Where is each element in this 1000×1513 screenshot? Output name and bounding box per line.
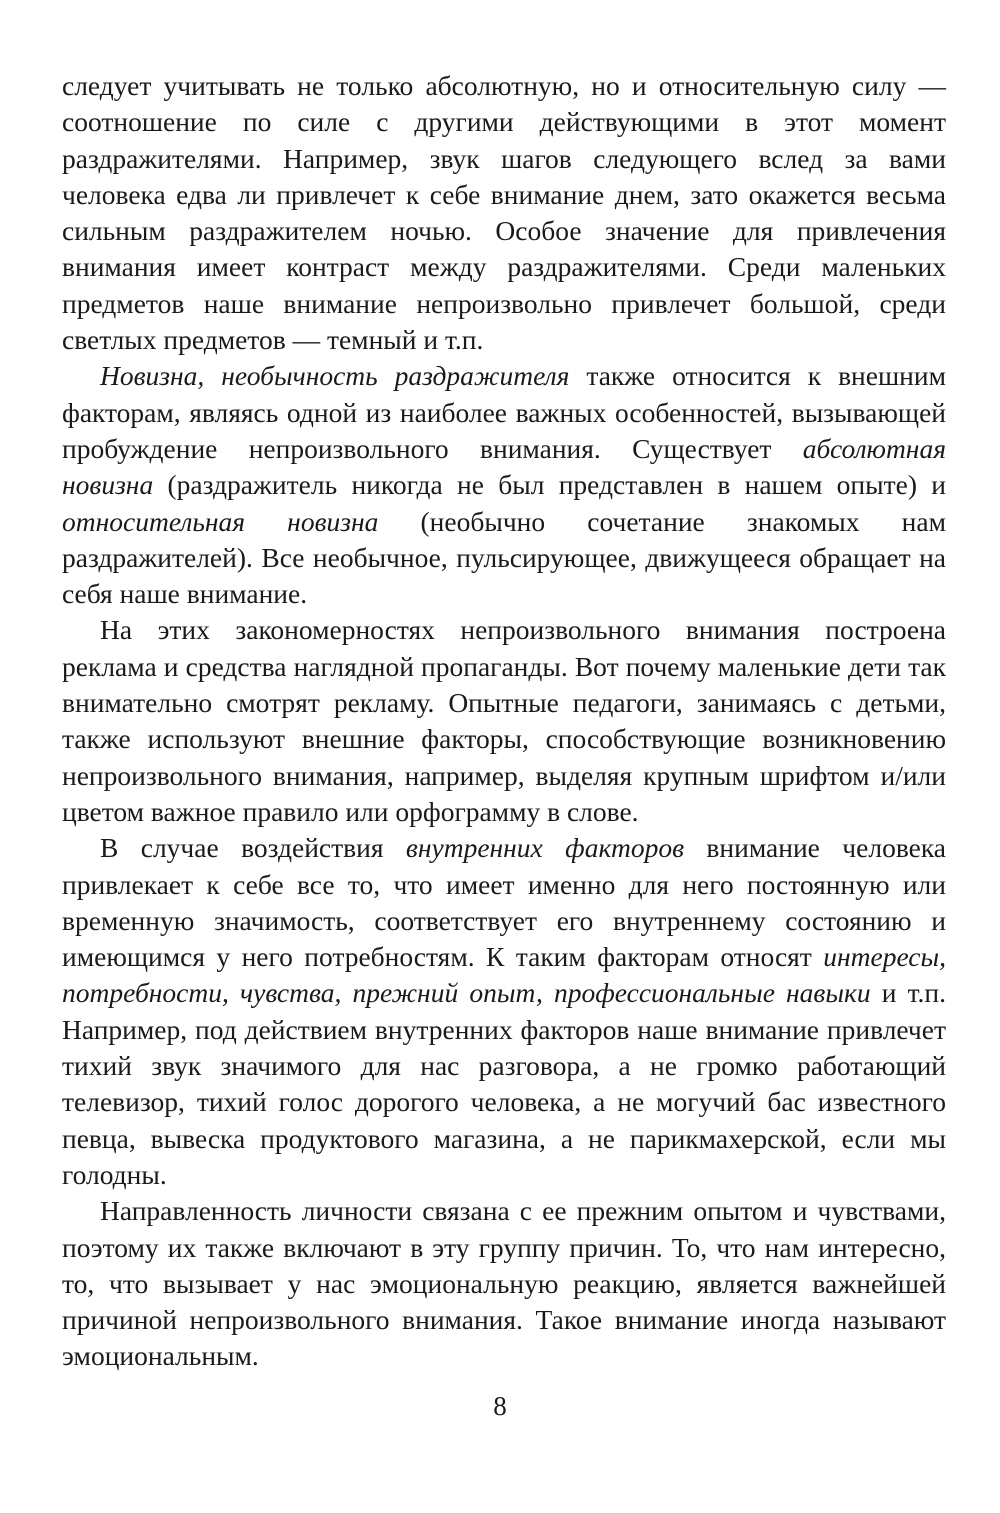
paragraph-1-text: следует учитывать не только абсолютную, но и относительную силу — соотношение по силе с другими действующими в этот момент раздражителями. Например, звук шагов следующего вслед за вами человека едва ли привлечет к себе внимание днем, зато окажется весьма сильным раздражителем ночью. Особое значение для привлечения внимания имеет контраст между раздражителями. Среди маленьких предметов наше внимание непроизвольно привлечет большой, среди светлых предметов — темный и т.п. (62, 70, 946, 356)
page-body (62, 68, 946, 1375)
paragraph-3-text: На этих закономерностях непроизвольного внимания построена реклама и средства наглядной пропаганды. Вот почему маленькие дети так внимательно смотрят рекламу. Опытные педагоги, занимаясь с детьми, также используют внешние факторы, способствующие возникновению непроизвольного внимания, например, выделяя крупным шрифтом и/или цветом важное правило или орфограмму в слове. (62, 614, 946, 827)
paragraph-2-italic-term-absolute: абсолютная новизна (62, 432, 946, 501)
paragraph-2-italic-term-novelty: Новизна, необычность раздражителя (100, 360, 570, 392)
paragraph-2-italic-term-relative: относительная новизна (62, 505, 379, 537)
paragraph-4-italic-term-internal: внутренних факторов (405, 832, 684, 864)
paragraph-4 (62, 830, 946, 1193)
paragraph-4-text: и т.п. Например, под действием внутренних факторов наше внимание привлечет тихий звук значимого для нас разговора, а не громко работающий телевизор, тихий голос дорогого человека, а не могучий бас известного певца, вывеска продуктового магазина, а не парикмахерской, если мы голодны. (62, 977, 946, 1190)
paragraph-4-text: внимание человека привлекает к себе все то, что имеет именно для него постоянную или временную значимость, соответствует его внутреннему состоянию и имеющимся у него потребностям. К таким факторам относят (62, 832, 946, 973)
paragraph-4-text: В случае воздействия (100, 832, 406, 864)
paragraph-2-text: (раздражитель никогда не был представлен в нашем опыте) и (153, 469, 946, 501)
paragraph-2-text: (необычно сочетание знакомых нам раздражителей). Все необычное, пульсирующее, движущееся обращает на себя наше внимание. (62, 505, 946, 610)
paragraph-4-italic-term-list: интересы, потребности, чувства, прежний опыт, профессиональные навыки (62, 941, 946, 1009)
page-number: 8 (493, 1391, 507, 1421)
paragraph-5-text: Направленность личности связана с ее прежним опытом и чувствами, поэтому их также включают в эту группу причин. То, что нам интересно, то, что вызывает у нас эмоциональную реакцию, является важнейшей причиной непроизвольного внимания. Такое внимание иногда называют эмоциональным. (62, 1195, 946, 1372)
paragraph-1 (62, 68, 946, 358)
paragraph-5 (62, 1193, 946, 1374)
paragraph-2 (62, 358, 946, 612)
paragraph-2-text: также относится к внешним факторам, являясь одной из наиболее важных особенностей, вызывающей пробуждение непроизвольного внимания. Существует (62, 360, 946, 464)
paragraph-3 (62, 612, 946, 830)
